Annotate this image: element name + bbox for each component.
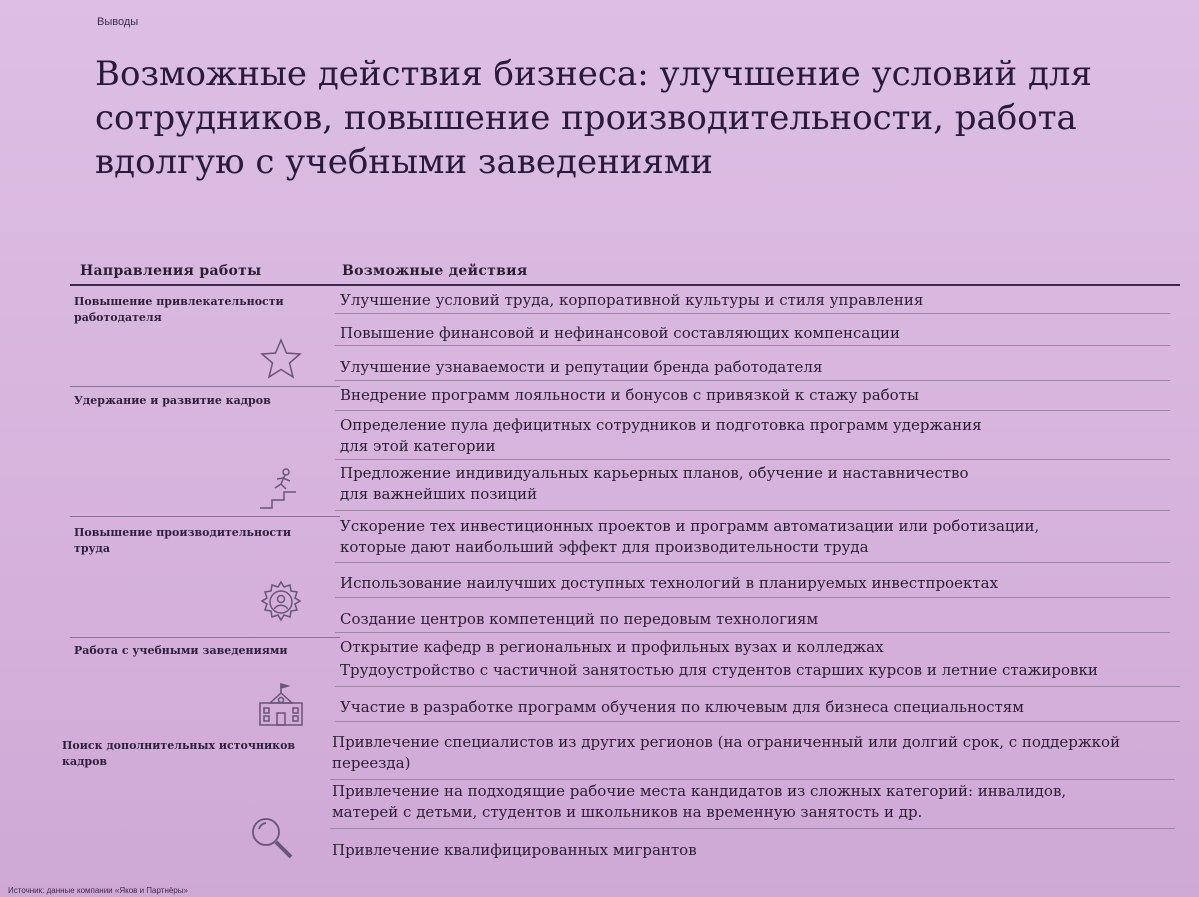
action-item: Внедрение программ лояльности и бонусов с привязкой к стажу работы [340, 386, 919, 404]
group-employer-attractiveness [70, 290, 1180, 385]
action-divider [335, 345, 1170, 346]
school-building-icon [256, 681, 306, 731]
gear-person-icon [256, 577, 306, 627]
section-label: Выводы [97, 16, 139, 28]
action-item: Использование наилучших доступных технологий в планируемых инвестпроектах [340, 574, 999, 592]
action-divider [335, 632, 1170, 633]
action-item: Участие в разработке программ обучения по ключевым для бизнеса специальностям [340, 698, 1024, 716]
action-divider [330, 828, 1175, 829]
action-divider [330, 779, 1175, 780]
action-item: Трудоустройство с частичной занятостью для студентов старших курсов и летние стажировки [340, 661, 1098, 679]
action-divider [335, 721, 1180, 722]
action-item: Привлечение на подходящие рабочие места кандидатов из сложных категорий: инвалидов, матерей с детьми, студентов и школьников на временную занятость и др. [332, 782, 1067, 821]
action-item: Улучшение условий труда, корпоративной культуры и стиля управления [340, 291, 924, 309]
action-item: Создание центров компетенций по передовым технологиям [340, 610, 819, 628]
group-divider [70, 386, 340, 387]
direction-label: Работа с учебными заведениями [74, 644, 288, 657]
action-item: Привлечение специалистов из других регионов (на ограниченный или долгий срок, с поддержкой переезда) [332, 733, 1121, 772]
action-item: Улучшение узнаваемости и репутации бренда работодателя [340, 358, 823, 376]
star-icon [256, 334, 306, 384]
action-divider [335, 597, 1170, 598]
action-item: Ускорение тех инвестиционных проектов и программ автоматизации или роботизации, которые дают наибольший эффект для производительности труда [340, 517, 1040, 556]
table-header [70, 260, 1180, 286]
group-additional-sources [62, 732, 1180, 872]
direction-label: Удержание и развитие кадров [74, 394, 271, 407]
group-education [70, 637, 1180, 732]
action-item: Предложение индивидуальных карьерных планов, обучение и наставничество для важнейших позиций [340, 464, 969, 503]
action-divider [335, 380, 1170, 381]
header-actions: Возможные действия [342, 263, 528, 279]
action-item: Открытие кафедр в региональных и профильных вузах и колледжах [340, 638, 884, 656]
action-item: Повышение финансовой и нефинансовой составляющих компенсации [340, 324, 900, 342]
action-item: Определение пула дефицитных сотрудников и подготовка программ удержания для этой категории [340, 416, 982, 455]
action-divider [335, 562, 1170, 563]
action-divider [335, 459, 1170, 460]
action-divider [335, 410, 1170, 411]
source-footnote: Источник: данные компании «Яков и Партнёры» [8, 886, 188, 895]
group-retention-development [70, 386, 1180, 516]
group-divider [70, 637, 340, 638]
group-divider [70, 516, 340, 517]
page-title: Возможные действия бизнеса: улучшение условий для сотрудников, повышение производительности, работа вдолгую с учебными заведениями [95, 54, 1092, 182]
direction-label: Повышение производительности труда [74, 526, 292, 555]
direction-label: Повышение привлекательности работодателя [74, 295, 284, 324]
action-divider [335, 313, 1170, 314]
actions-table [62, 260, 1180, 859]
direction-label: Поиск дополнительных источников кадров [62, 739, 296, 768]
magnifier-icon [246, 812, 296, 862]
header-direction: Направления работы [80, 263, 262, 279]
action-divider [335, 510, 1170, 511]
career-stairs-icon [256, 464, 306, 514]
action-item: Привлечение квалифицированных мигрантов [332, 841, 697, 859]
group-productivity [70, 516, 1180, 636]
action-divider [335, 686, 1180, 687]
